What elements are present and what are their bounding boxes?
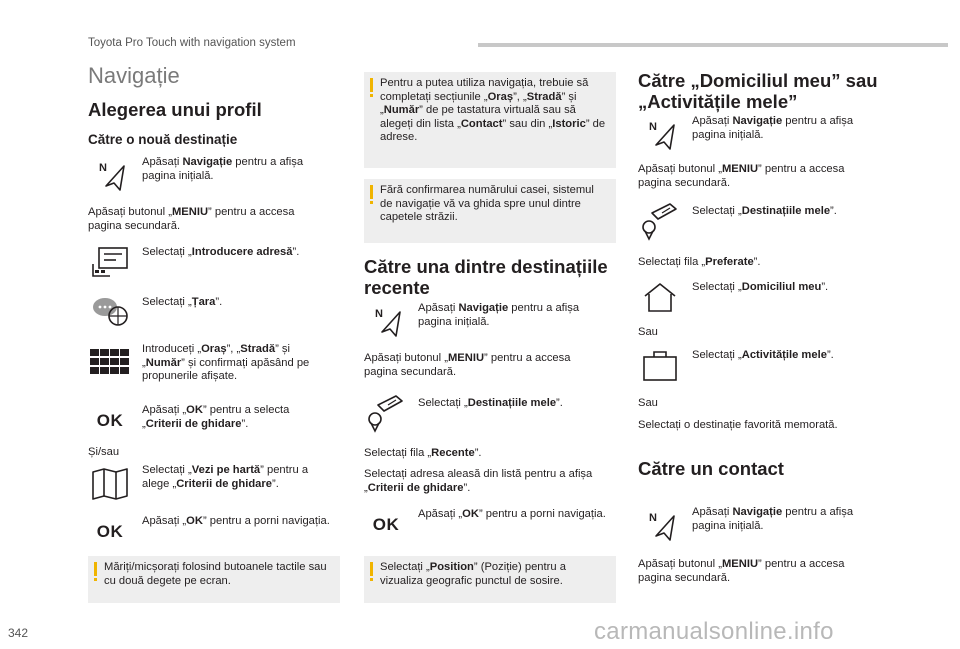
col3-favorite-paragraph: Selectați o destinație favorită memorată. xyxy=(638,419,838,431)
country-icon xyxy=(88,292,132,332)
col1-step-country-text: Selectați „Țara”. xyxy=(142,296,223,308)
col1-step-ok-start-text: Apăsați „OK” pentru a porni navigația. xyxy=(142,515,330,527)
col3-heading-contact: Către un contact xyxy=(638,458,784,479)
home-icon xyxy=(638,278,682,318)
col1-heading-profile: Alegerea unui profil xyxy=(88,99,262,120)
col2-recent-tab-paragraph: Selectați fila „Recente”. xyxy=(364,447,482,459)
navigation-icon xyxy=(88,156,132,196)
watermark: carmanualsonline.info xyxy=(594,618,834,645)
col2-note-house-number: Fără confirmarea numărului casei, sistemul de navigație vă va ghida spre unul dintre capetele străzii. xyxy=(364,179,616,243)
running-header-title: Toyota Pro Touch with navigation system xyxy=(88,37,296,49)
section-title: Navigație xyxy=(88,63,180,88)
navigation-icon xyxy=(364,302,408,342)
col1-step-view-map-text: Selectați „Vezi pe hartă” pentru a alege „Criterii de ghidare”. xyxy=(142,464,309,490)
briefcase-icon xyxy=(638,346,682,386)
col3-or-1: Sau xyxy=(638,326,658,338)
my-destinations-icon xyxy=(364,393,408,433)
col2-step-my-destinations-text: Selectați „Destinațiile mele”. xyxy=(418,397,563,409)
ok-icon: OK xyxy=(96,411,124,430)
map-icon xyxy=(88,464,132,504)
col2-heading-recent: Către una dintre destinațiile recente xyxy=(364,256,608,298)
svg-text:N: N xyxy=(649,512,657,524)
col2-step-ok-start-text: Apăsați „OK” pentru a porni navigația. xyxy=(418,508,606,520)
col3-step-home-text: Selectați „Domiciliul meu”. xyxy=(692,281,829,293)
col3-step-activities-text: Selectați „Activitățile mele”. xyxy=(692,349,834,361)
col3-menu-paragraph: Apăsați butonul „MENIU” pentru a accesa pagina secundară. xyxy=(638,163,845,189)
ok-icon: OK xyxy=(372,515,400,534)
navigation-icon xyxy=(638,506,682,546)
col2-menu-paragraph: Apăsați butonul „MENIU” pentru a accesa pagina secundară. xyxy=(364,352,571,378)
navigation-icon xyxy=(638,115,682,155)
col2-step-navigation-text: Apăsați Navigație pentru a afișa pagina inițială. xyxy=(418,302,580,328)
svg-text:N: N xyxy=(649,121,657,133)
col3-menu-paragraph-contact: Apăsați butonul „MENIU” pentru a accesa pagina secundară. xyxy=(638,558,845,584)
header-rule xyxy=(478,43,948,47)
col2-note-position: Selectați „Position” (Poziție) pentru a vizualiza geografic punctul de sosire. xyxy=(364,556,616,603)
col1-note-zoom: Măriți/micșorați folosind butoanele tactile sau cu două degete pe ecran. xyxy=(88,556,340,603)
col1-menu-paragraph: Apăsați butonul „MENIU” pentru a accesa pagina secundară. xyxy=(88,206,295,232)
col1-and-or: Și/sau xyxy=(88,446,120,458)
col1-step-ok-criteria-text: Apăsați „OK” pentru a selecta „Criterii de ghidare”. xyxy=(142,404,290,430)
col2-note-required-fields: Pentru a putea utiliza navigația, trebuie să completați secțiunile „Oraș”, „Stradă” și „Număr” de pe tastatura virtuală sau să alegeți din lista „Contact” sau din „Istoric” de adrese. xyxy=(364,72,616,168)
col1-step-keyboard-text: Introduceți „Oraș”, „Stradă” și „Număr” și confirmați apăsând pe propunerile afișate. xyxy=(142,343,310,382)
page-number: 342 xyxy=(8,626,29,640)
col3-step-navigation-contact-text: Apăsați Navigație pentru a afișa pagina inițială. xyxy=(692,506,854,532)
col3-heading-home-activities: Către „Domiciliul meu” sau „Activitățile mele” xyxy=(638,70,878,112)
my-destinations-icon xyxy=(638,201,682,241)
col3-step-my-destinations-text: Selectați „Destinațiile mele”. xyxy=(692,205,837,217)
col1-step-navigation-text: Apăsați Navigație pentru a afișa pagina inițială. xyxy=(142,156,304,182)
col3-favorites-tab-paragraph: Selectați fila „Preferate”. xyxy=(638,256,761,268)
col2-select-address-paragraph: Selectați adresa aleasă din listă pentru a afișa „Criterii de ghidare”. xyxy=(364,468,593,494)
col3-step-navigation-text: Apăsați Navigație pentru a afișa pagina inițială. xyxy=(692,115,854,141)
col1-subheading-new-destination: Către o nouă destinație xyxy=(88,132,238,147)
col3-or-2: Sau xyxy=(638,397,658,409)
col1-step-enter-address-text: Selectați „Introducere adresă”. xyxy=(142,246,300,258)
keyboard-icon xyxy=(88,343,132,383)
svg-text:N: N xyxy=(99,162,107,174)
ok-icon: OK xyxy=(96,522,124,541)
svg-text:N: N xyxy=(375,308,383,320)
address-entry-icon xyxy=(88,242,132,282)
